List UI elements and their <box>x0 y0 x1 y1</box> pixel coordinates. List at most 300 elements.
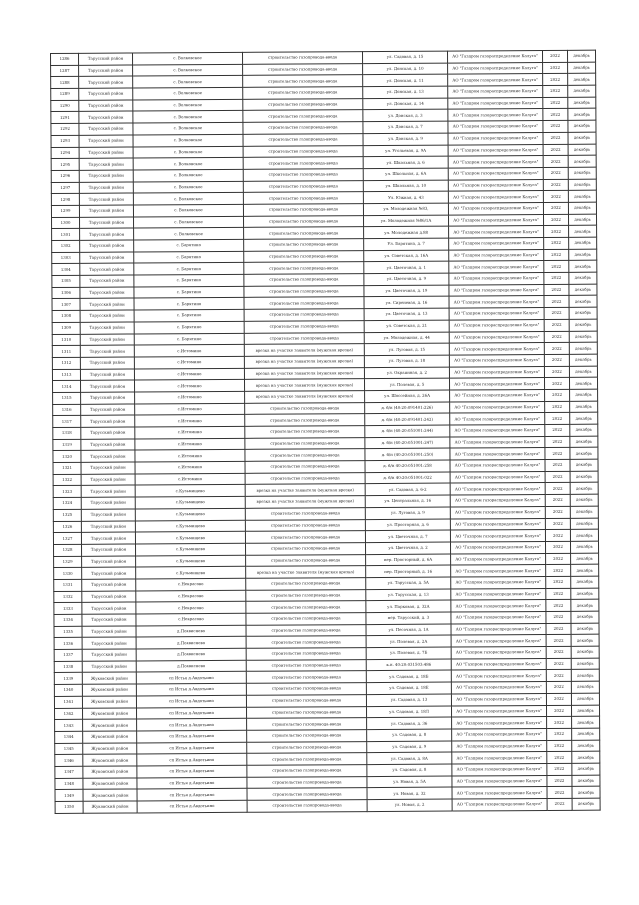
work-type-cell: строительство газопровода-ввода <box>246 648 366 660</box>
contractor-cell: АО "Газпром газораспределение Калуга" <box>448 179 543 191</box>
month-cell: декабрь <box>570 401 598 413</box>
district-cell: Тарусский район <box>80 357 134 369</box>
district-cell: Тарусский район <box>82 602 136 614</box>
gasification-register-table <box>50 50 601 814</box>
work-type-cell: строительство газопровода-ввода <box>243 180 363 192</box>
work-type-cell: строительство газопровода-ввода <box>246 589 366 601</box>
month-cell: декабрь <box>570 471 598 483</box>
year-cell: 2022 <box>543 85 568 97</box>
row-number: 1338 <box>54 661 82 673</box>
month-cell: декабрь <box>570 424 598 436</box>
settlement-cell: с.Некрасово <box>136 590 246 602</box>
work-type-cell: строительство газопровода-ввода <box>244 320 364 332</box>
month-cell: декабрь <box>568 202 596 214</box>
row-number: 1307 <box>52 299 80 311</box>
district-cell: Жуковский район <box>82 684 136 696</box>
address-cell: ул. Угольевая, д. 9А <box>363 145 448 157</box>
district-cell: Тарусский район <box>80 369 134 381</box>
settlement-cell: с.Истомино <box>135 473 245 485</box>
district-cell: Тарусский район <box>79 158 133 170</box>
contractor-cell: АО "Газпром газораспределение Калуга" <box>450 436 545 448</box>
year-cell: 2022 <box>544 272 569 284</box>
address-cell: ул. Школьная, д. 10 <box>363 180 448 192</box>
row-number: 1349 <box>55 790 83 802</box>
row-number: 1291 <box>51 112 79 124</box>
work-type-cell: строительство газопровода-ввода <box>243 75 363 87</box>
month-cell: декабрь <box>570 389 598 401</box>
address-cell: ул. Садовая, д. 36 <box>367 717 452 729</box>
year-cell: 2022 <box>543 120 568 132</box>
settlement-cell: с. Волковское <box>133 146 243 158</box>
year-cell: 2022 <box>543 97 568 109</box>
year-cell: 2022 <box>544 366 569 378</box>
contractor-cell: АО "Газпром газораспределение Калуга" <box>450 530 545 542</box>
settlement-cell: с. Волковское <box>133 181 243 193</box>
contractor-cell: АО "Газпром газораспределение Калуга" <box>449 237 544 249</box>
year-cell: 2022 <box>547 728 572 740</box>
row-number: 1325 <box>53 509 81 521</box>
district-cell: Тарусский район <box>82 649 136 661</box>
contractor-cell: АО "Газпром газораспределение Калуга" <box>448 109 543 121</box>
month-cell: декабрь <box>572 763 600 775</box>
year-cell: 2022 <box>547 752 572 764</box>
settlement-cell: с. Барятино <box>134 298 244 310</box>
district-cell: Тарусский район <box>81 415 135 427</box>
district-cell: Тарусский район <box>80 240 134 252</box>
contractor-cell: АО "Газпром газораспределение Калуга" <box>448 214 543 226</box>
contractor-cell: АО "Газпром газораспределение Калуга" <box>451 647 546 659</box>
row-number: 1330 <box>54 568 82 580</box>
district-cell: Тарусский район <box>79 170 133 182</box>
district-cell: Тарусский район <box>80 217 134 229</box>
work-type-cell: строительство газопровода-ввода <box>243 204 363 216</box>
work-type-cell: строительство газопровода-ввода <box>245 519 365 531</box>
district-cell: Тарусский район <box>81 497 135 509</box>
district-cell: Тарусский район <box>81 474 135 486</box>
district-cell: Жуковский район <box>83 801 137 813</box>
contractor-cell: АО "Газпром газораспределение Калуга" <box>448 144 543 156</box>
row-number: 1346 <box>55 755 83 767</box>
contractor-cell: АО "Газпром газораспределение Калуга" <box>449 378 544 390</box>
work-type-cell: врезка на участке заявителя (мужская врезка) <box>245 496 365 508</box>
settlement-cell: с.Кузьмищево <box>135 485 245 497</box>
contractor-cell: АО "Газпром газораспределение Калуга" <box>451 635 546 647</box>
row-number: 1299 <box>51 205 79 217</box>
address-cell: ул. Донская, д. 13 <box>363 86 448 98</box>
address-cell: пер. Просторный, д. 6А <box>366 554 451 566</box>
address-cell: ул. Садовая, д. 8А <box>367 752 452 764</box>
row-number: 1340 <box>54 684 82 696</box>
month-cell: декабрь <box>570 459 598 471</box>
month-cell: декабрь <box>571 705 599 717</box>
district-cell: Тарусский район <box>80 310 134 322</box>
row-number: 1319 <box>53 439 81 451</box>
work-type-cell: строительство газопровода-ввода <box>246 706 366 718</box>
row-number: 1303 <box>52 252 80 264</box>
address-cell: ул. Цветочная, д. 9 <box>364 273 449 285</box>
work-type-cell: строительство газопровода-ввода <box>244 262 364 274</box>
row-number: 1313 <box>52 369 80 381</box>
month-cell: декабрь <box>570 436 598 448</box>
settlement-cell: с. Волковское <box>133 52 243 64</box>
district-cell: Тарусский район <box>79 205 133 217</box>
address-cell: ул. Донская, д. 9 <box>363 133 448 145</box>
work-type-cell: строительство газопровода-ввода <box>245 472 365 484</box>
contractor-cell: АО "Газпром газораспределение Калуга" <box>450 518 545 530</box>
row-number: 1331 <box>54 579 82 591</box>
row-number: 1344 <box>55 731 83 743</box>
work-type-cell: строительство газопровода-ввода <box>243 168 363 180</box>
contractor-cell: АО "Газпром газораспределение Калуга" <box>450 401 545 413</box>
row-number: 1309 <box>52 322 80 334</box>
settlement-cell: с.Истомино <box>135 380 245 392</box>
address-cell: д. б/н 40:20:051001:022 <box>365 472 450 484</box>
row-number: 1322 <box>53 474 81 486</box>
address-cell: ул. Окраинная, д. 2 <box>364 367 449 379</box>
year-cell: 2022 <box>545 459 570 471</box>
month-cell: декабрь <box>568 62 596 74</box>
register-table-body <box>51 50 601 813</box>
settlement-cell: с. Барятино <box>134 239 244 251</box>
settlement-cell: с.Истомино <box>135 403 245 415</box>
year-cell: 2022 <box>546 658 571 670</box>
row-number: 1314 <box>53 381 81 393</box>
contractor-cell: АО "Газпром газораспределение Калуга" <box>449 343 544 355</box>
year-cell: 2022 <box>544 296 569 308</box>
row-number: 1347 <box>55 766 83 778</box>
month-cell: декабрь <box>568 85 596 97</box>
address-cell: д. б/н (40:20:051001:250) <box>365 448 450 460</box>
row-number: 1350 <box>55 801 83 813</box>
settlement-cell: с. Волковское <box>133 76 243 88</box>
year-cell: 2022 <box>546 646 571 658</box>
contractor-cell: АО "Газпром газораспределение Калуга" <box>448 156 543 168</box>
settlement-cell: с.Некрасово <box>136 602 246 614</box>
work-type-cell: строительство газопровода-ввода <box>246 659 366 671</box>
district-cell: Тарусский район <box>79 193 133 205</box>
address-cell: ул. Молодежная д.88 <box>364 226 449 238</box>
settlement-cell: сп Истья д.Авдотьино <box>137 742 247 754</box>
district-cell: Тарусский район <box>81 450 135 462</box>
year-cell: 2022 <box>546 565 571 577</box>
month-cell: декабрь <box>572 728 600 740</box>
row-number: 1286 <box>51 53 79 65</box>
work-type-cell: строительство газопровода-ввода <box>247 776 367 788</box>
contractor-cell: АО "Газпром газораспределение Калуга" <box>452 775 547 787</box>
district-cell: Тарусский район <box>79 111 133 123</box>
year-cell: 2022 <box>546 670 571 682</box>
work-type-cell: строительство газопровода-ввода <box>246 624 366 636</box>
district-cell: Тарусский район <box>80 252 134 264</box>
district-cell: Тарусский район <box>81 485 135 497</box>
contractor-cell: АО "Газпром газораспределение Калуга" <box>449 226 544 238</box>
year-cell: 2022 <box>544 249 569 261</box>
contractor-cell: АО "Газпром газораспределение Калуга" <box>448 74 543 86</box>
settlement-cell: с.Истомино <box>135 438 245 450</box>
contractor-cell: АО "Газпром газораспределение Калуга" <box>451 565 546 577</box>
district-cell: Жуковский район <box>83 778 137 790</box>
contractor-cell: АО "Газпром газораспределение Калуга" <box>450 424 545 436</box>
address-cell: ул. Новая, д. 2 <box>367 799 452 811</box>
work-type-cell: строительство газопровода-ввода <box>245 449 365 461</box>
month-cell: декабрь <box>571 588 599 600</box>
district-cell: Тарусский район <box>82 626 136 638</box>
month-cell: декабрь <box>571 681 599 693</box>
address-cell: ул. Сиреневая, д. 16 <box>364 297 449 309</box>
year-cell: 2022 <box>544 261 569 273</box>
month-cell: декабрь <box>569 377 597 389</box>
district-cell: Тарусский район <box>82 556 136 568</box>
work-type-cell: строительство газопровода-ввода <box>244 239 364 251</box>
contractor-cell: АО "Газпром газораспределение Калуга" <box>449 366 544 378</box>
settlement-cell: сп Истья д.Авдотьино <box>137 765 247 777</box>
address-cell: ул. Шоссейная, д. 26А <box>365 390 450 402</box>
work-type-cell: строительство газопровода-ввода <box>245 461 365 473</box>
year-cell: 2022 <box>543 144 568 156</box>
settlement-cell: с. Волковское <box>133 122 243 134</box>
district-cell: Тарусский район <box>81 427 135 439</box>
row-number: 1333 <box>54 603 82 615</box>
contractor-cell: АО "Газпром газораспределение Калуга" <box>449 331 544 343</box>
district-cell: Тарусский район <box>82 637 136 649</box>
contractor-cell: АО "Газпром газораспределение Калуга" <box>451 693 546 705</box>
contractor-cell: АО "Газпром газораспределение Калуга" <box>450 460 545 472</box>
year-cell: 2022 <box>544 378 569 390</box>
work-type-cell: строительство газопровода-ввода <box>247 729 367 741</box>
work-type-cell: строительство газопровода-ввода <box>246 683 366 695</box>
month-cell: декабрь <box>569 307 597 319</box>
year-cell: 2022 <box>545 389 570 401</box>
district-cell: Жуковский район <box>83 707 137 719</box>
address-cell: ул. Садовая, д. 6-2 <box>365 484 450 496</box>
year-cell: 2022 <box>546 635 571 647</box>
settlement-cell: с.Кузьмищево <box>136 543 246 555</box>
month-cell: декабрь <box>570 412 598 424</box>
settlement-cell: д.Похвиснево <box>136 637 246 649</box>
row-number: 1324 <box>53 497 81 509</box>
month-cell: декабрь <box>569 331 597 343</box>
month-cell: декабрь <box>568 179 596 191</box>
contractor-cell: АО "Газпром газораспределение Калуга" <box>449 308 544 320</box>
district-cell: Жуковский район <box>83 719 137 731</box>
month-cell: декабрь <box>571 599 599 611</box>
work-type-cell: врезка на участке заявителя (мужская врезка) <box>244 367 364 379</box>
row-number: 1305 <box>52 275 80 287</box>
month-cell: декабрь <box>570 483 598 495</box>
year-cell: 2022 <box>543 191 568 203</box>
address-cell: ул. Школьная, д. 6А <box>363 168 448 180</box>
contractor-cell: АО "Газпром газораспределение Калуга" <box>449 319 544 331</box>
row-number: 1316 <box>53 404 81 416</box>
address-cell: ул. Цветочная, д. 2 <box>365 542 450 554</box>
row-number: 1337 <box>54 649 82 661</box>
row-number: 1304 <box>52 264 80 276</box>
work-type-cell: строительство газопровода-ввода <box>243 98 363 110</box>
work-type-cell: строительство газопровода-ввода <box>244 250 364 262</box>
year-cell: 2022 <box>544 343 569 355</box>
contractor-cell: АО "Газпром газораспределение Калуга" <box>449 354 544 366</box>
year-cell: 2022 <box>546 600 571 612</box>
contractor-cell: АО "Газпром газораспределение Калуга" <box>447 50 542 62</box>
month-cell: декабрь <box>569 261 597 273</box>
year-cell: 2022 <box>543 179 568 191</box>
work-type-cell: строительство газопровода-ввода <box>247 788 367 800</box>
settlement-cell: с.Истомино <box>135 426 245 438</box>
work-type-cell: строительство газопровода-ввода <box>243 157 363 169</box>
settlement-cell: сп Истья д.Авдотьино <box>136 695 246 707</box>
settlement-cell: с.Кузьмищево <box>135 520 245 532</box>
address-cell: ул. Луговая, д. 18 <box>364 355 449 367</box>
contractor-cell: АО "Газпром газораспределение Калуга" <box>450 483 545 495</box>
address-cell: ул. Луговая, д. 15 <box>364 343 449 355</box>
row-number: 1334 <box>54 614 82 626</box>
address-cell: ул. Парковая, д. 32А <box>366 600 451 612</box>
row-number: 1287 <box>51 65 79 77</box>
settlement-cell: д.Похвиснево <box>136 625 246 637</box>
year-cell: 2022 <box>545 424 570 436</box>
district-cell: Тарусский район <box>79 76 133 88</box>
month-cell: декабрь <box>569 296 597 308</box>
month-cell: декабрь <box>568 109 596 121</box>
month-cell: декабрь <box>571 646 599 658</box>
address-cell: ул. Цветочная, д. 1 <box>364 261 449 273</box>
work-type-cell: строительство газопровода-ввода <box>244 227 364 239</box>
year-cell: 2022 <box>545 494 570 506</box>
year-cell: 2022 <box>545 530 570 542</box>
address-cell: д. б/н 40:20:051001:258 <box>365 460 450 472</box>
address-cell: ул. Донская, д. 11 <box>363 74 448 86</box>
settlement-cell: с. Барятино <box>134 251 244 263</box>
address-cell: ул. Советская, д. 16А <box>364 250 449 262</box>
contractor-cell: АО "Газпром газораспределение Калуга" <box>451 588 546 600</box>
work-type-cell: строительство газопровода-ввода <box>243 87 363 99</box>
work-type-cell: строительство газопровода-ввода <box>243 110 363 122</box>
year-cell: 2022 <box>543 167 568 179</box>
district-cell: Тарусский район <box>79 100 133 112</box>
row-number: 1306 <box>52 287 80 299</box>
month-cell: декабрь <box>568 214 596 226</box>
work-type-cell: строительство газопровода-ввода <box>247 718 367 730</box>
year-cell: 2022 <box>546 611 571 623</box>
settlement-cell: д.Похвиснево <box>136 648 246 660</box>
district-cell: Тарусский район <box>82 579 136 591</box>
settlement-cell: с.Истомино <box>135 461 245 473</box>
contractor-cell: АО "Газпром газораспределение Калуга" <box>450 541 545 553</box>
row-number: 1312 <box>52 357 80 369</box>
address-cell: ул. Новая, д. 5А <box>367 776 452 788</box>
month-cell: декабрь <box>572 751 600 763</box>
settlement-cell: с. Барятино <box>134 286 244 298</box>
contractor-cell: АО "Газпром газораспределение Калуга" <box>448 121 543 133</box>
work-type-cell: строительство газопровода-ввода <box>246 578 366 590</box>
settlement-cell: с.Истомино <box>134 345 244 357</box>
district-cell: Тарусский район <box>82 614 136 626</box>
address-cell: д. б/н (40:20:051001:247) <box>365 437 450 449</box>
district-cell: Тарусский район <box>80 287 134 299</box>
work-type-cell: строительство газопровода-ввода <box>243 145 363 157</box>
address-cell: ул. Цветочная, д. 13 <box>364 308 449 320</box>
district-cell: Тарусский район <box>79 123 133 135</box>
district-cell: Тарусский район <box>80 263 134 275</box>
address-cell: ул. Тарусская, д. 13 <box>366 589 451 601</box>
year-cell: 2022 <box>547 740 572 752</box>
address-cell: пер. Просторный, д. 16 <box>366 565 451 577</box>
address-cell: ул. Просторная, д. 6 <box>365 519 450 531</box>
work-type-cell: строительство газопровода-ввода <box>245 414 365 426</box>
work-type-cell: строительство газопровода-ввода <box>247 753 367 765</box>
contractor-cell: АО "Газпром газораспределение Калуга" <box>452 752 547 764</box>
row-number: 1308 <box>52 310 80 322</box>
work-type-cell: строительство газопровода-ввода <box>246 601 366 613</box>
address-cell: ул. Донская, д. 14 <box>363 98 448 110</box>
settlement-cell: с. Волковское <box>134 216 244 228</box>
address-cell: ул. Молодежная №86/1А <box>363 215 448 227</box>
district-cell: Тарусский район <box>80 275 134 287</box>
address-cell: ул. Донская, д. 10 <box>363 63 448 75</box>
district-cell: Жуковский район <box>82 672 136 684</box>
work-type-cell: врезка на участке заявителя (мужская врезка) <box>246 566 366 578</box>
settlement-cell: сп Истья д.Авдотьино <box>137 789 247 801</box>
address-cell: ул. Советская, д. 21 <box>364 320 449 332</box>
district-cell: Тарусский район <box>80 298 134 310</box>
row-number: 1329 <box>54 556 82 568</box>
settlement-cell: сп Истья д.Авдотьино <box>137 754 247 766</box>
row-number: 1300 <box>52 217 80 229</box>
address-cell: ул. Садовая, д. 18Л <box>366 706 451 718</box>
settlement-cell: с.Кузьмищево <box>136 567 246 579</box>
settlement-cell: с.Кузьмищево <box>135 508 245 520</box>
work-type-cell: строительство газопровода-ввода <box>246 671 366 683</box>
settlement-cell: сп Истья д.Авдотьино <box>136 683 246 695</box>
year-cell: 2022 <box>544 331 569 343</box>
year-cell: 2022 <box>544 307 569 319</box>
work-type-cell: врезка на участке заявителя (мужская врезка) <box>244 344 364 356</box>
settlement-cell: с. Волковское <box>134 228 244 240</box>
row-number: 1295 <box>51 159 79 171</box>
row-number: 1289 <box>51 88 79 100</box>
month-cell: декабрь <box>572 740 600 752</box>
year-cell: 2022 <box>547 787 572 799</box>
row-number: 1315 <box>53 392 81 404</box>
settlement-cell: с.Некрасово <box>136 613 246 625</box>
contractor-cell: АО "Газпром газораспределение Калуга" <box>448 202 543 214</box>
address-cell: Ул. Барятина, д. 7 <box>364 238 449 250</box>
row-number: 1310 <box>52 334 80 346</box>
contractor-cell: АО "Газпром газораспределение Калуга" <box>451 611 546 623</box>
year-cell: 2022 <box>543 62 568 74</box>
row-number: 1302 <box>52 240 80 252</box>
district-cell: Тарусский район <box>82 661 136 673</box>
contractor-cell: АО "Газпром газораспределение Калуга" <box>448 97 543 109</box>
district-cell: Тарусский район <box>80 333 134 345</box>
address-cell: ул. Донская, д. 7 <box>363 121 448 133</box>
month-cell: декабрь <box>572 716 600 728</box>
row-number: 1323 <box>53 486 81 498</box>
month-cell: декабрь <box>571 553 599 565</box>
year-cell: 2022 <box>545 506 570 518</box>
month-cell: декабрь <box>571 564 599 576</box>
settlement-cell: с.Некрасово <box>136 578 246 590</box>
month-cell: декабрь <box>568 74 596 86</box>
row-number: 1318 <box>53 427 81 439</box>
year-cell: 2022 <box>545 518 570 530</box>
district-cell: Тарусский район <box>81 520 135 532</box>
settlement-cell: с. Волковское <box>133 193 243 205</box>
contractor-cell: АО "Газпром газораспределение Калуга" <box>450 413 545 425</box>
month-cell: декабрь <box>570 529 598 541</box>
address-cell: ул. Молодежная №83, <box>363 203 448 215</box>
year-cell: 2022 <box>545 541 570 553</box>
